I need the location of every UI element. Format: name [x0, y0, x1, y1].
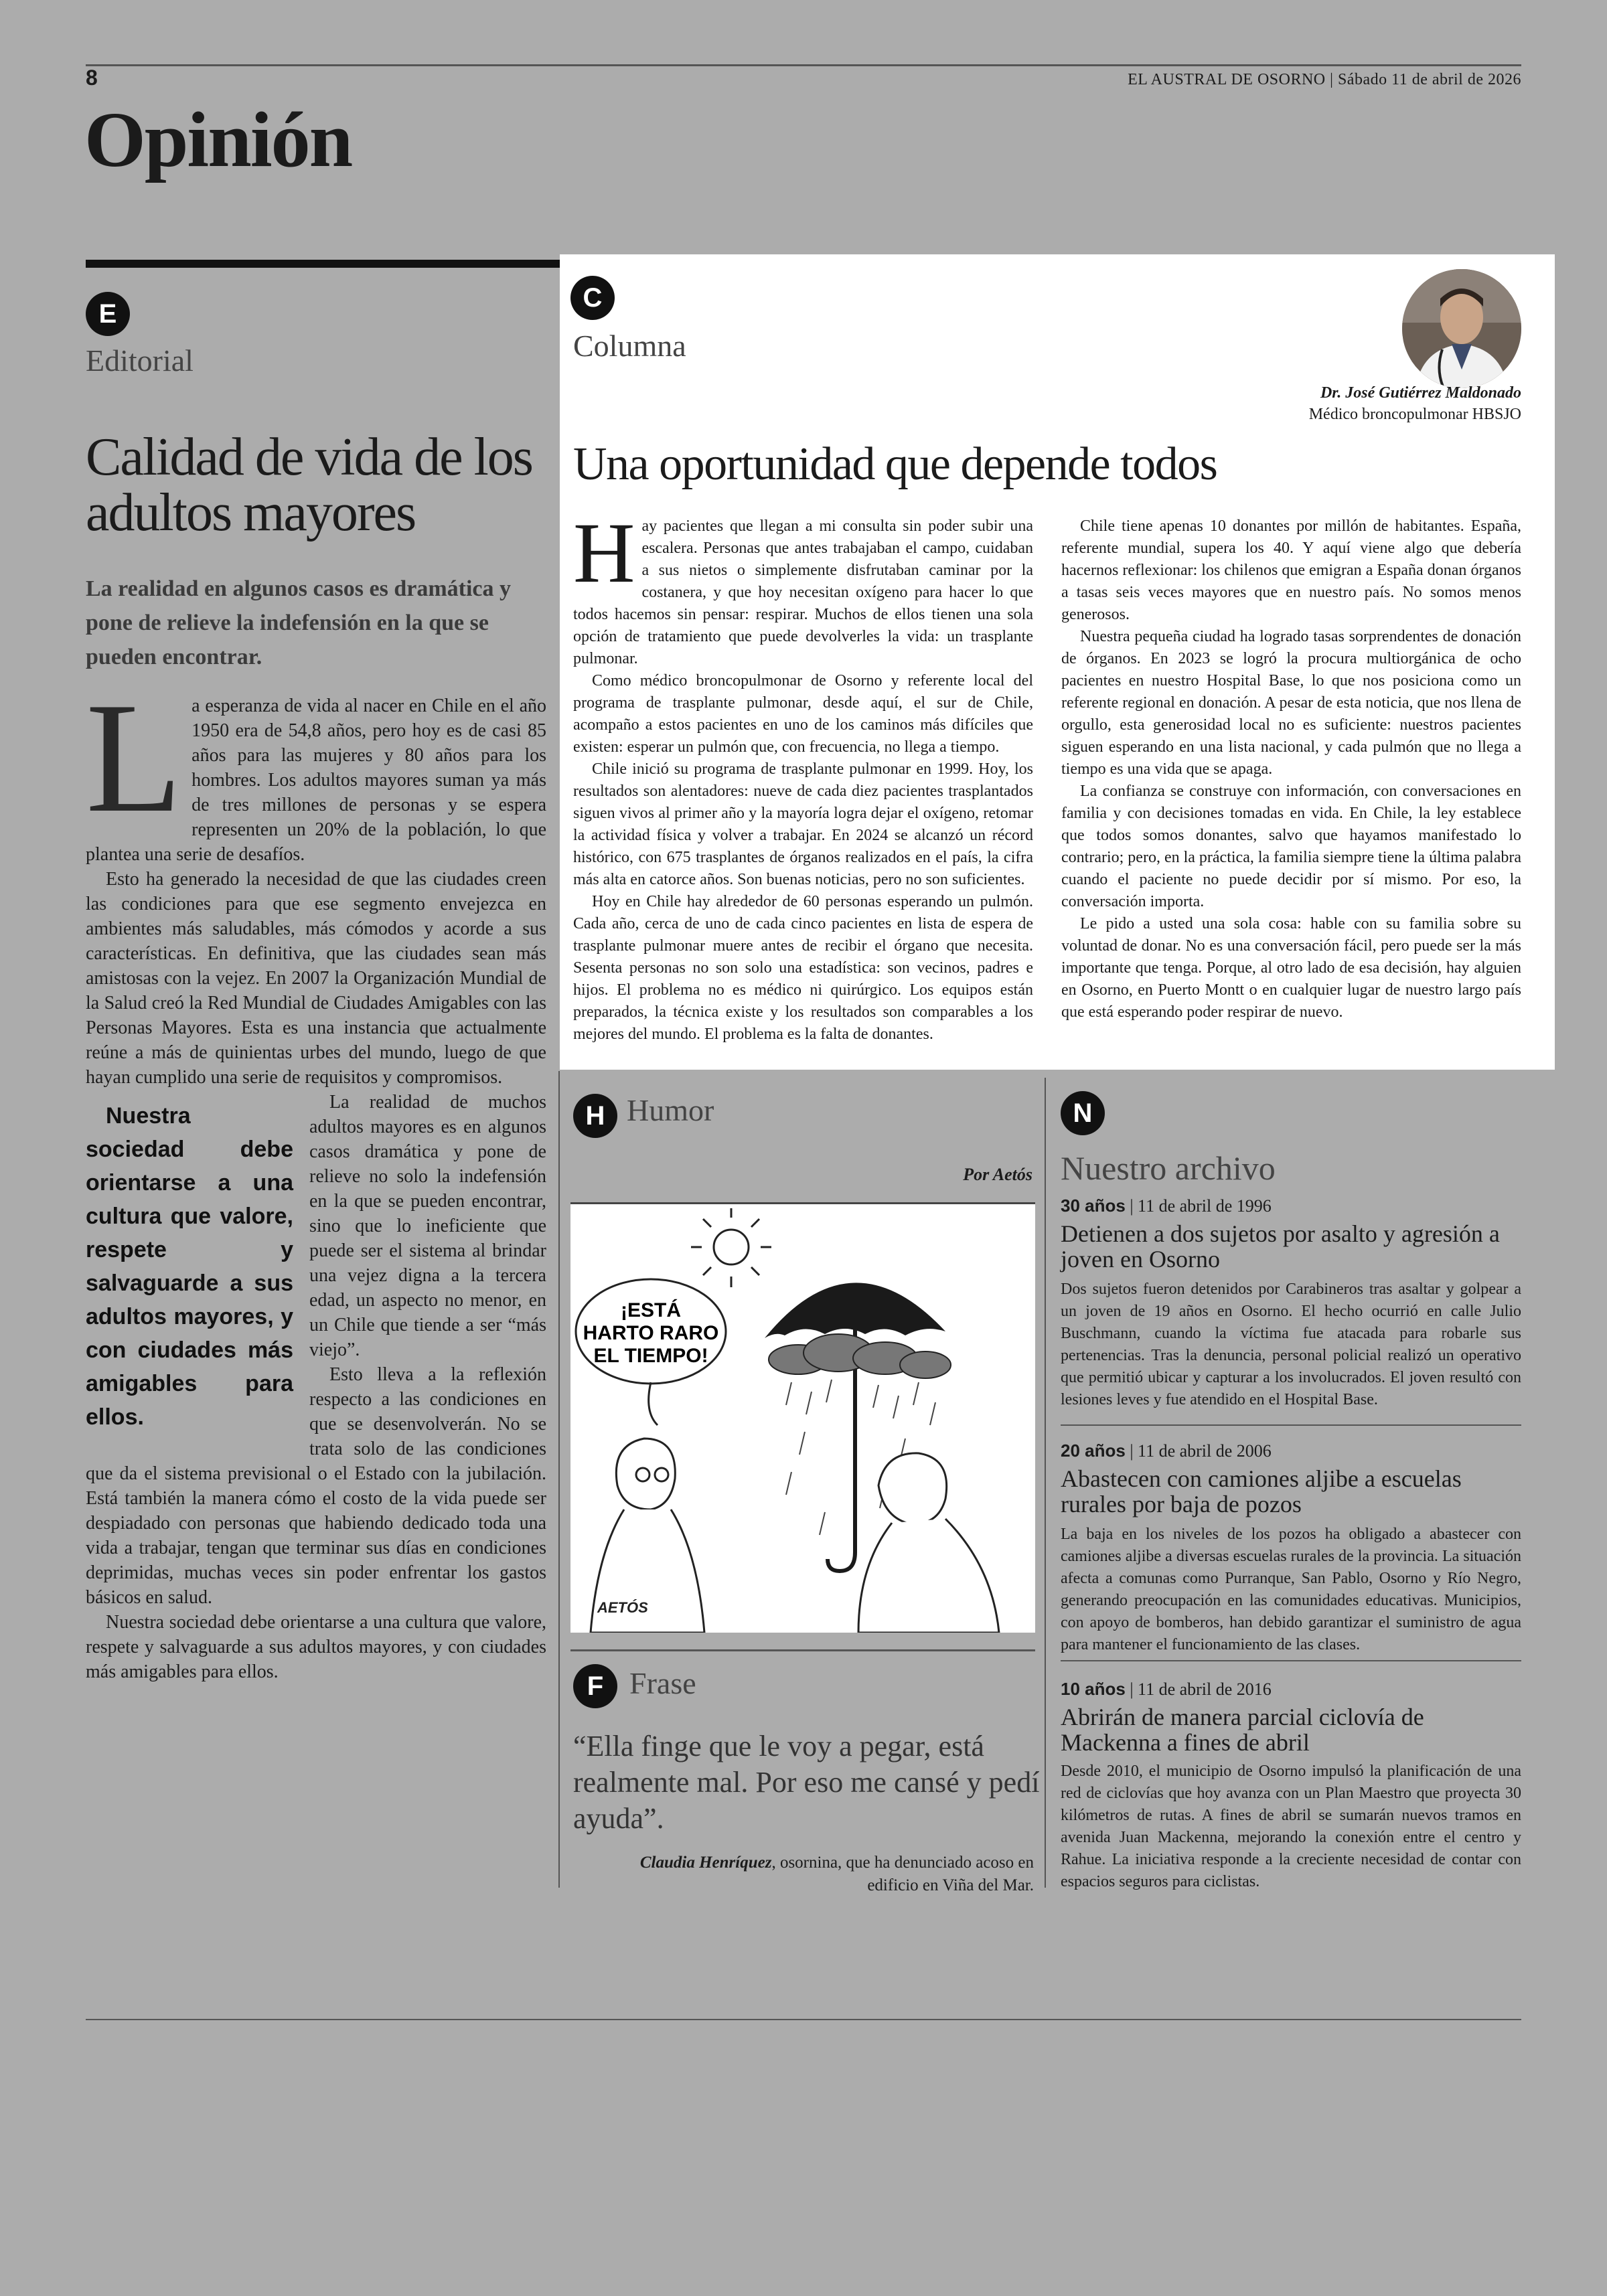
column-body — [573, 505, 1522, 1058]
humor-author: Por Aetós — [963, 1165, 1032, 1184]
editorial-paragraph: Nuestra sociedad debe orientarse a una cultura que valore, respete y salvaguarde a sus adultos mayores, y con ciudades más amigables para ellos. La realidad de muchos adultos mayores es en algunos casos dramática y pone de relieve no solo la indefensión en la que se pueden encontrar, sino que lo ineficiente que puede ser el sistema al brindar una vejez digna a la tercera edad, un aspecto no menor, en un Chile que tiende a ser “más viejo”. — [86, 1090, 546, 1362]
column-paragraph: La confianza se construye con información, con conversaciones en familia y con decisiones tomadas en vida. En Chile, la ley establece que todos somos donantes, salvo que hayamos manifestado lo contrario; pero, en la práctica, la familia siempre tiene la última palabra cuando el paciente no puede decidir por sí mismo. Por eso, la conversación importa. — [1061, 783, 1522, 910]
editorial-body — [86, 671, 546, 1684]
archive-item-headline: Abrirán de manera parcial ciclovía de Mackenna a fines de abril — [1061, 1704, 1424, 1756]
editorial-paragraph: Nuestra sociedad debe orientarse a una cultura que valore, respete y salvaguarde a sus adultos mayores, y con ciudades más amigables para ellos. — [86, 1612, 546, 1682]
frase-badge: F — [573, 1664, 617, 1708]
frase-label: Frase — [629, 1666, 696, 1700]
editorial-paragraph: Esto ha generado la necesidad de que las ciudades creen las condiciones para que ese segmento envejezca en ambientes más saludables, más cómodos y acorde a sus características. En definitiva, que las ciudades sean más amistosas con la vejez. En 2007 la Organización Mundial de la Salud creó la Red Mundial de Ciudades Amigables con las Personas Mayores. Esta es una instancia que actualmente reúne a más de quinientas urbes del mundo, luego de que hayan cumplido una serie de requisitos y compromisos. — [86, 869, 546, 1088]
humor-label: Humor — [627, 1093, 714, 1127]
editorial-dropcap: L — [86, 671, 183, 845]
frase-author — [605, 1852, 1034, 1897]
author-photo — [1402, 269, 1521, 388]
editorial-badge: E — [86, 292, 130, 336]
humor-badge: H — [573, 1094, 617, 1138]
archive-item-text: Dos sujetos fueron detenidos por Carabineros tras asaltar y golpear a un joven de 19 años en Osorno. El hecho ocurrió en calle Julio Buschmann, cuando la víctima fue atacada para robarle sus pertenencias. Tras la denuncia, personal policial realizó un operativo que permitió ubicar y capturar a los involucrados. El joven resultó con lesiones leves y fue atendido en el Hospital Base. — [1061, 1281, 1521, 1408]
column-label: Columna — [573, 329, 686, 363]
column-paragraph: Como médico broncopulmonar de Osorno y referente local del programa de trasplante pulmonar, desde aquí, el sur de Chile, acompaño a estos pacientes en uno de los caminos más difíciles que existen: esperar un pulmón que, con frecuencia, no llega a tiempo. — [573, 672, 1033, 756]
archive-item-headline: Abastecen con camiones aljibe a escuelas rurales por baja de pozos — [1061, 1465, 1462, 1518]
section-title: Opinión — [84, 96, 352, 183]
column-paragraph: Hoy en Chile hay alrededor de 60 personas esperando un pulmón. Cada año, cerca de uno de cada cinco pacientes en lista de espera de trasplante pulmonar muere antes de recibir el órgano que necesita. Sesenta personas no son solo una estadística: son vecinos, padres e hijos. El problema no es médico ni quirúrgico. Los equipos están preparados, la técnica existe y los resultados son comparables a los mejores del mundo. El problema es la falta de donantes. — [573, 893, 1033, 1043]
archive-divider — [1061, 1660, 1521, 1661]
archive-item-text: La baja en los niveles de los pozos ha obligado a abastecer con camiones aljibe a diversas escuelas rurales de la provincia. La situación afecta a comunas como Purranque, San Pablo, Osorno y Río Negro, generando preocupación en las comunidades educativas. Municipios, con apoyo de bomberos, han debido garantizar el suministro de agua para mantener el funcionamiento de las clases. — [1061, 1526, 1521, 1653]
speech-bubble — [576, 1279, 726, 1425]
archive-item-headline: Detienen a dos sujetos por asalto y agresión a joven en Osorno — [1061, 1220, 1500, 1273]
frase-author-desc: , osornina, que ha denunciado acoso en edificio en Viña del Mar. — [771, 1854, 1034, 1894]
column-title: Una oportunidad que depende todos — [573, 438, 1217, 490]
editorial-paragraph: La esperanza de vida al nacer en Chile en el año 1950 era de 54,8 años, pero hoy es de casi 85 años para las mujeres y 80 años para los hombres. Los adultos mayores suman ya más de tres millones de personas y se espera representen un 20% de la población, lo que plantea una serie de desafíos. — [86, 671, 546, 865]
editorial-title: Calidad de vida de los adultos mayores — [86, 428, 532, 543]
archive-divider — [1061, 1424, 1521, 1426]
column-paragraph: Chile tiene apenas 10 donantes por millón de habitantes. España, referente mundial, supera los 40. Y aquí viene algo que debería hacernos reflexionar: los chilenos que emigran a España donan órganos a tasas seis veces mayores que en nuestro país. No somos menos generosos. — [1061, 517, 1521, 623]
speech-line-1: ¡ESTÁ — [621, 1299, 681, 1321]
cartoon-signature: AETÓS — [597, 1599, 648, 1616]
sun-icon — [691, 1208, 771, 1287]
page-number: 8 — [86, 66, 98, 90]
bottom-rule — [86, 2019, 1521, 2020]
frase-quote: “Ella finge que le voy a pegar, está realmente mal. Por eso me cansé y pedí ayuda”. — [573, 1730, 1040, 1835]
archive-label: Nuestro archivo — [1061, 1149, 1276, 1187]
editorial-pull-quote: Nuestra sociedad debe orientarse a una cultura que valore, respete y salvaguarde a sus adultos mayores, y con ciudades más amigables para ellos. — [86, 1103, 293, 1430]
column-badge: C — [570, 276, 615, 320]
archive-item-meta: 30 años | 11 de abril de 1996 — [1061, 1196, 1272, 1216]
column-dropcap: H — [573, 505, 635, 600]
column-paragraph: Hay pacientes que llegan a mi consulta sin poder subir una escalera. Personas que antes trabajaban el campo, cuidaban a sus nietos o simplemente disfrutaban caminar por la costanera, y que hoy necesitan oxígeno para hacer lo que todos hacemos sin pensar: respirar. Muchos de ellos tienen una sola opción de tratamiento que puede devolverles la vida: un trasplante pulmonar. — [573, 505, 1033, 667]
archive-badge: N — [1061, 1091, 1105, 1135]
speech-line-3: EL TIEMPO! — [593, 1345, 708, 1367]
column-paragraph: Chile inició su programa de trasplante pulmonar en 1999. Hoy, los resultados son alentadores: nueve de cada diez pacientes trasplantados siguen vivos al primer año y la mayoría logra dejar el oxígeno, retomar la actividad física y volver a trabajar. En 2024 se alcanzó un récord histórico, con 675 trasplantes de órganos realizados en el país, la cifra más alta en catorce años. Son buenas noticias, pero no son suficientes. — [573, 760, 1033, 888]
column-author: Dr. José Gutiérrez Maldonado — [1320, 384, 1521, 402]
archive-item-meta: 10 años | 11 de abril de 2016 — [1061, 1679, 1272, 1699]
masthead: EL AUSTRAL DE OSORNO | Sábado 11 de abril de 2026 — [1128, 71, 1521, 88]
column-paragraph: Le pido a usted una sola cosa: hable con su familia sobre su voluntad de donar. No es una conversación fácil, pero puede ser la más importante que tenga. Porque, al otro lado de esa decisión, hay alguien en Osorno, en Puerto Montt o en cualquier lugar de nuestro largo país que está esperando poder respirar de nuevo. — [1061, 915, 1521, 1021]
archive-item-meta: 20 años | 11 de abril de 2006 — [1061, 1441, 1272, 1461]
humor-bottom-rule — [570, 1649, 1035, 1651]
editorial-label: Editorial — [86, 343, 194, 378]
humor-cartoon — [570, 1202, 1035, 1633]
column-author-role: Médico broncopulmonar HBSJO — [1308, 406, 1521, 423]
column-divider-right — [1045, 1078, 1046, 1888]
man-figure — [858, 1453, 999, 1633]
top-rule — [86, 64, 1521, 66]
editorial-lead: La realidad en algunos casos es dramática y pone de relieve la indefensión en la que se pueden encontrar. — [86, 576, 512, 669]
rain-cloud-icon — [769, 1334, 951, 1378]
column-paragraph: Nuestra pequeña ciudad ha logrado tasas sorprendentes de donación de órganos. En 2023 se logró la procura multiorgánica de ocho pacientes en nuestro Hospital Base, lo que nos posiciona como un referente regional en donación. A pesar de esta noticia, que nos llena de orgullo, esta generosidad local no es suficiente: nuestros pacientes siguen esperando en una lista nacional, y cada pulmón que no llega a tiempo es una vida que se apaga. — [1061, 628, 1521, 778]
archive-item-text: Desde 2010, el municipio de Osorno impulsó la planificación de una red de ciclovías que hoy avanza con un Plan Maestro que proyecta 30 kilómetros de rutas. A fines de abril se sumarán nuevos tramos en avenida Juan Mackenna, mejorando la conexión entre el centro y Rahue. La iniciativa responde a la creciente necesidad de contar con espacios seguros para ciclistas. — [1061, 1762, 1521, 1890]
editorial-paragraph: Esto lleva a la reflexión respecto a las condiciones en que se desenvolverán. No se trata solo de las condiciones que da el sistema previsional o el Estado con la jubilación. Está también la manera cómo el costo de la vida puede ser despiadado con personas que habiendo dedicado toda una vida a trabajar, tengan que terminar sus días en condiciones deprimidas, muchas veces sin poder enfrentar los gastos básicos en salud. — [86, 1364, 546, 1608]
speech-line-2: HARTO RARO — [583, 1322, 719, 1344]
column-divider-left — [558, 1071, 560, 1888]
frase-author-name: Claudia Henríquez — [639, 1854, 772, 1872]
